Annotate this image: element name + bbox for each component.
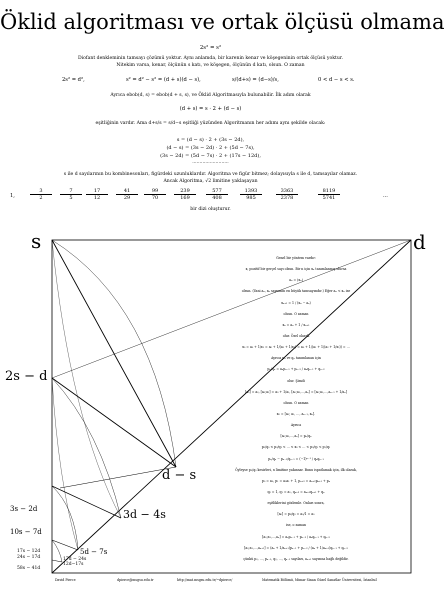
sequence-first-term: 1, xyxy=(10,193,15,199)
panel-line: Genel bir yöntem vardır: xyxy=(276,256,316,260)
label-3d-minus-4s: 3d − 4s xyxy=(123,508,166,521)
fraction-numerator: 41 xyxy=(116,188,138,195)
fraction-denominator: 29 xyxy=(123,195,131,201)
panel-line: olsun. O zaman xyxy=(283,400,309,405)
arc-6 xyxy=(52,378,78,550)
intro-line-5: s ile d sayılarının bu kombinesonları, figürdeki uzunluklardır. Algoritma ve figür bitmez; dolayısıyla s ile d, tamsayılar olamaz. xyxy=(63,172,358,177)
panel-line: çünkü p₀, …, pₙ₋₁, q₀, …, qₙ₋₁ sayıları, aₙ₊₁ sayısına bağlı değildir. xyxy=(243,556,349,561)
fraction-numerator: 99 xyxy=(144,188,166,195)
fraction-denominator: 2 xyxy=(39,195,43,201)
fraction-denominator: 5 xyxy=(69,195,73,201)
equation-e: (d + s) = s · 2 + (d − s) xyxy=(179,106,242,112)
panel-line: eşitliklerini gözlemle. Onları sonra, xyxy=(267,501,325,506)
page-title: Öklid algoritması ve ortak ölçüsü olmama xyxy=(0,10,444,34)
intro-line-7: bir dizi oluşturur. xyxy=(190,207,231,212)
perpendicular-1 xyxy=(52,378,176,467)
equation-f2: (d − s) = (3s − 2d) · 2 + (5d − 7s), xyxy=(166,145,255,151)
fraction-denominator: 5741 xyxy=(322,195,336,201)
panel-line: olsun. O zaman xyxy=(283,311,309,316)
label-17d-minus-24s: 17d − 24s xyxy=(63,557,87,562)
panel-line: q₀ = 1, q₁ = a₁, qₙ₊₂ = aₙ₊₂qₙ₊₁ + qₙ xyxy=(267,490,325,494)
panel-line: pₙ/qₙ − pₙ₋₁/qₙ₋₁ = (−1)ⁿ⁻¹ / qₙqₙ₋₁ xyxy=(268,456,324,461)
panel-line: [a₀] = p₀/q₀ = a₀/1 = a₀ xyxy=(277,512,315,517)
label-10s-minus-7d: 10s − 7d xyxy=(10,528,42,536)
main-equation: 2s² = s² xyxy=(199,45,222,51)
equation-b: s² = d² − s² = (d + s)(d − s), xyxy=(126,77,201,83)
fold-line xyxy=(52,240,176,467)
label-58s-minus-41d: 58s − 41d xyxy=(17,566,41,571)
equation-f3: (3s − 2d) = (5d − 7s) · 2 + (17s − 12d), xyxy=(160,153,261,159)
panel-line: [a₀;a₁,…,aₙ] = pₙ/qₙ xyxy=(280,434,312,439)
fraction-numerator: 7 xyxy=(60,188,82,195)
label-3s-minus-2d: 3s − 2d xyxy=(10,505,38,513)
perpendicular-2 xyxy=(52,486,121,518)
panel-line: Ayrıca pₙ ve qₙ tanımlanan için xyxy=(271,356,321,361)
fraction-denominator: 2378 xyxy=(280,195,294,201)
panel-line: [a₀;a₁,…,aₙ] = aₙpₙ₋₁ + pₙ₋₂ / aₙqₙ₋₁ + qₙ₋₂ xyxy=(262,534,330,539)
fraction-denominator: 169 xyxy=(180,195,190,201)
equation-a: 2s² = d², xyxy=(62,77,85,83)
intro-line-4: eşitliğinin vardır. Ama d+s/s = s/d−s eşitliği yüzünden Algoritmanın her adımı aynı şekilde olacak: xyxy=(95,121,326,126)
fraction-numerator: 239 xyxy=(174,188,196,195)
label-5d-minus-7s: 5d − 7s xyxy=(80,548,108,556)
intro-line-2: Nitekim varsa, kenar, ölçünün s katı, ve köşegen, ölçünün d katı, olsun. O zaman xyxy=(116,63,305,68)
panel-line: x₀ = a₀ + 1/x₁ = a₀ + 1/(a₁ + 1/x₂) = a₀ + 1/(a₁ + 1/(a₂ + 1/x₃)) = … xyxy=(242,345,350,350)
intro-line-1: Diofant denkleminin tamsayı çözümü yoktur. Aynı anlamda, bir karenin kenar ve köşegeninin ortak ölçüsü yoktur. xyxy=(78,56,343,61)
panel-line: olsun. (Yani aₙ, xₙ sayısının en büyük tamsayısıdır.) Eğer aₙ < xₙ ise xyxy=(241,289,351,294)
fraction-denominator: 408 xyxy=(212,195,222,201)
footer-author: David Pierce xyxy=(55,578,76,582)
label-12d-minus-17s: 12d−17s xyxy=(63,562,84,567)
intro-line-6: Ancak Algoritma, √2 limitine yaklaşayan xyxy=(163,179,258,184)
secondary-line-2 xyxy=(60,467,176,488)
continuation-dots: ························· xyxy=(192,161,229,166)
label-2s-minus-d: 2s − d xyxy=(5,369,48,384)
perpendicular-4 xyxy=(52,560,62,562)
footer-email[interactable]: dpierce@msgsu.edu.tr xyxy=(117,578,154,582)
panel-line: xₙ = aₙ + 1 / xₙ₊₁ xyxy=(282,322,310,327)
equation-d: 0 < d − s < s. xyxy=(318,77,355,83)
label-17s-minus-12d: 17s − 12d xyxy=(17,549,41,554)
panel-line: xₙ₊₁ = 1 / (xₙ − aₙ) xyxy=(281,300,311,305)
fraction-numerator: 8119 xyxy=(318,188,340,195)
label-d: d xyxy=(413,230,426,254)
panel-line: Öyleyse p₀/q₀ kesirleri, x limitine yakınsar. Bunu ispatlamak için, ilk olarak, xyxy=(235,467,357,472)
panel-line: x, pozitif bir gerçel sayı olsun. Bir n için xₙ tanımlanmış olursa xyxy=(245,267,347,272)
panel-line: Ayrıca xyxy=(290,423,302,428)
fraction-denominator: 12 xyxy=(93,195,101,201)
intro-line-3: Ayrıca ebob(d, s) = ebob(d + s, s), ve Öklid Algoritmasıyla bulunabilir. İlk adım olarak xyxy=(110,93,311,98)
panel-line: pₙ/qₙ = aₙpₙ₋₁ + pₙ₋₂ / aₙqₙ₋₁ + qₙ₋₂ xyxy=(267,367,325,372)
perpendicular-3 xyxy=(52,540,78,550)
equation-f1: s = (d − s) · 2 + (3s − 2d), xyxy=(176,137,245,143)
fraction-numerator: 577 xyxy=(206,188,228,195)
fraction-numerator: 3 xyxy=(30,188,52,195)
fraction-numerator: 1393 xyxy=(240,188,262,195)
panel-line: aₙ = ⌊xₙ⌋ xyxy=(289,278,303,283)
panel-line: p₀ = a₀, p₁ = a₀a₁ + 1, pₙ₊₂ = aₙ₊₂pₙ₊₁ + pₙ xyxy=(261,478,331,483)
label-24s-minus-17d: 24s − 17d xyxy=(17,555,41,560)
sequence-ellipsis: ... xyxy=(383,193,388,199)
panel-line: olur. Şimdi xyxy=(287,378,305,383)
footer-url[interactable]: http://mat.msgsu.edu.tr/~dpierce/ xyxy=(177,578,233,582)
panel-line: p₀/q₀ < p₂/q₂ < … < x₀ < … < p₃/q₃ < p₁/q₁ xyxy=(261,445,331,450)
label-s: s xyxy=(31,229,42,253)
panel-line: x₀ = [a₀; a₁, …, aₙ₋₁, xₙ]. xyxy=(276,412,316,416)
arc-5 xyxy=(52,240,121,518)
panel-line: olur. Özel olarak xyxy=(282,334,310,338)
fraction-numerator: 17 xyxy=(86,188,108,195)
panel-line: ise, o zaman xyxy=(285,523,307,528)
fraction-numerator: 3363 xyxy=(276,188,298,195)
label-d-minus-s: d − s xyxy=(162,468,197,483)
panel-line: [a₀;a₁,…,aₙ₊₁] = (aₙ + 1/aₙ₊₁)pₙ₋₁ + pₙ₋₂ / (aₙ + 1/aₙ₊₁)qₙ₋₁ + qₙ₋₂ xyxy=(244,545,348,550)
arc-3 xyxy=(52,486,78,550)
panel-line: [a₀] = a₀, [a₀;a₁] = a₀ + 1/a₁, [a₀;a₁,…,aₙ] = [a₀;a₁,…,aₙ₋₁ + 1/aₙ] xyxy=(245,389,347,394)
footer-affiliation: Matematik Bölümü, Mimar Sinan Güzel Sanatlar Üniversitesi, İstanbul xyxy=(262,578,377,582)
arc-2 xyxy=(52,378,121,518)
fraction-denominator: 70 xyxy=(151,195,159,201)
equation-c: s/(d+s) = (d−s)/s, xyxy=(232,77,279,83)
fraction-denominator: 985 xyxy=(246,195,256,201)
